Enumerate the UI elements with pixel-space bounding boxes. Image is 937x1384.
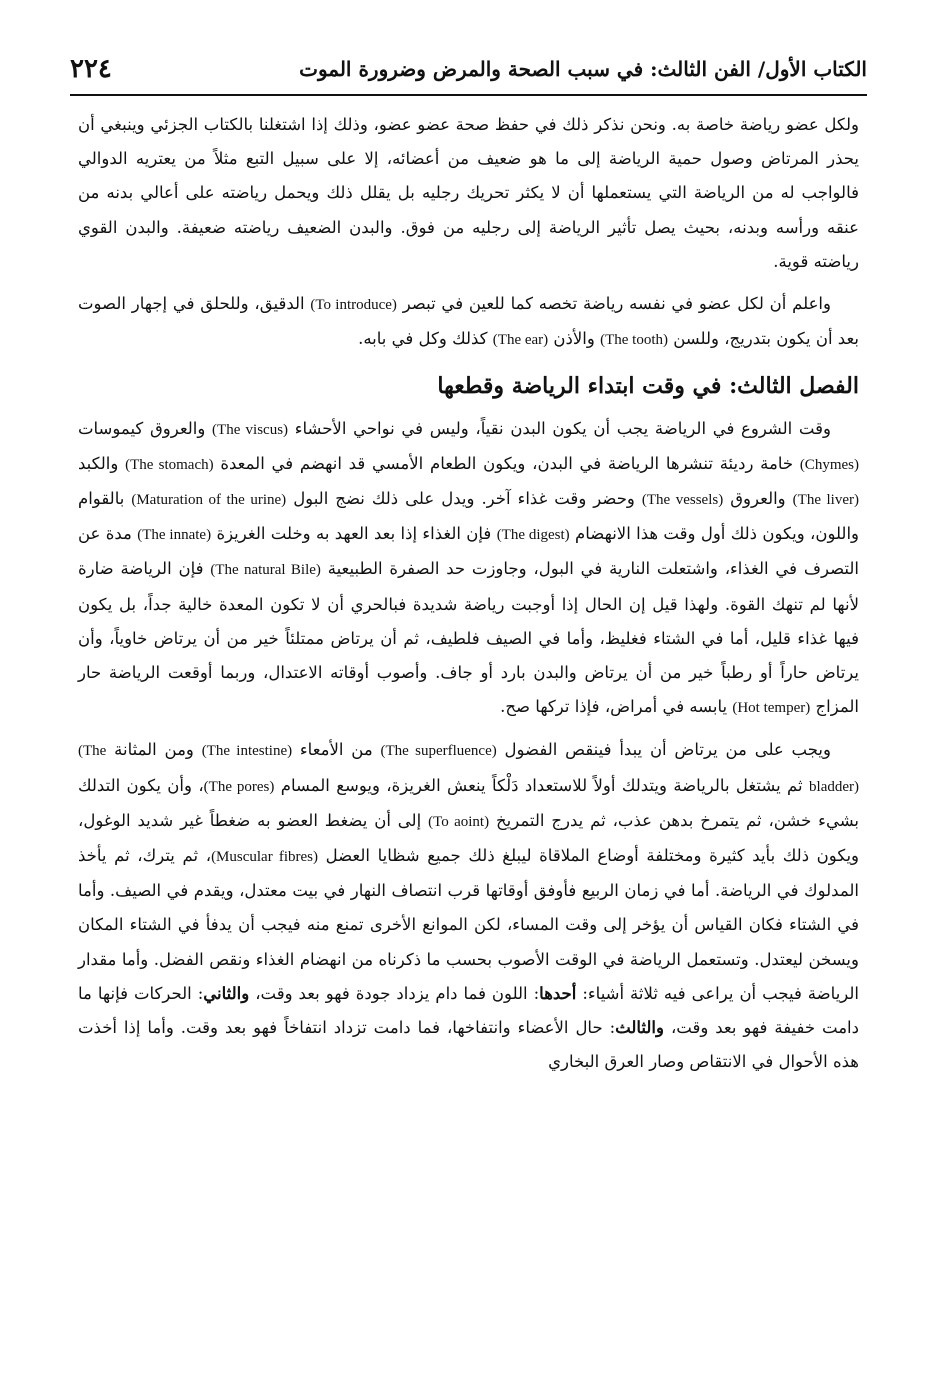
english-term: (The innate): [137, 527, 212, 544]
page-number: ٢٢٤: [70, 54, 112, 84]
english-term: (The natural Bile): [210, 562, 321, 579]
english-term: (Hot temper): [732, 700, 811, 717]
english-term: (The tooth): [600, 332, 668, 349]
running-title: الكتاب الأول/ الفن الثالث: في سبب الصحة والمرض وضرورة الموت: [299, 57, 867, 81]
english-term: (The bladder): [78, 743, 860, 795]
english-term: (To introduce): [310, 297, 397, 314]
english-term: (The intestine): [201, 743, 293, 760]
english-term: (The viscus): [212, 421, 289, 438]
english-term: (The pores): [203, 778, 275, 795]
english-term: (The vessels): [641, 492, 724, 509]
english-term: (Chymes): [799, 456, 859, 473]
section-title: الفصل الثالث: في وقت ابتداء الرياضة وقطعها: [437, 373, 859, 400]
body-text: [78, 108, 859, 1087]
paragraph-1: ولكل عضو رياضة خاصة به. ونحن نذكر ذلك في حفظ صحة عضو عضو، وذلك إذا اشتغلنا بالكتاب الجزئي وينبغي أن يحذر المرتاض وصول حمية الرياضة إلى ما هو ضعيف من أعضائه، إلا على سبيل التبع مثلاً من يعتريه الدوالي فالواجب له من الرياضة التي يستعملها أن لا يكثر تحريك رجليه بل يقلل ذلك ويحمل رياضته على أعالي بدنه من عنقه ورأسه وبدنه، بحيث يصل تأثير الرياضة إلى رجليه من فوق. والبدن الضعيف رياضته ضعيفة. والبدن القوي رياضته قوية.: [78, 115, 859, 271]
english-term: (Maturation of the urine): [131, 492, 287, 509]
english-term: (The superfluence): [380, 743, 497, 760]
english-term: (The ear): [492, 332, 549, 349]
english-term: (To aoint): [428, 813, 490, 830]
paragraph-4: ويجب على من يرتاض أن يبدأ فينقص الفضول (The superfluence) من الأمعاء (The intestine) ومن المثانة (The bladder) ثم يشتغل بالرياضة ويتدلك أولاً للاستعداد دَلْكاً ينعش الغريزة، ويوسع المسام (The pores)، وأن يكون التدلك بشيء خشن، ثم يتمرخ بدهن عذب، ثم يدرج التمريخ (To aoint) إلى أن يضغط العضو به ضغطاً غير شديد الوغول، ويكون ذلك بأيد كثيرة ومختلفة أوضاع الملاقاة ليبلغ ذلك جميع شظايا العضل (Muscular fibres)، ثم يترك، ثم يأخذ المدلوك في الرياضة. أما في زمان الربيع فأوفق أوقاتها قرب انتصاف النهار في بيت معتدل، ويقدم في الصيف. وأما في الشتاء فكان القياس أن يؤخر إلى وقت المساء، لكن الموانع الأخرى تمنع منه فيجب أن يدفأ في الشتاء المكان ويسخن ليعتدل. وتستعمل الرياضة في الوقت الأصوب بحسب ما ذكرناه من انهضام الغذاء ونقص الفضل. وأما مقدار الرياضة فيجب أن يراعى فيه ثلاثة أشياء: أحدها: اللون فما دام يزداد جودة فهو بعد وقت، والثاني: الحركات فإنها ما دامت خفيفة فهو بعد وقت، والثالث: حال الأعضاء وانتفاخها، فما دامت تزداد انتفاخاً فهو بعد وقت. وأما إذا أخذت هذه الأحوال في الانتقاص وصار العرق البخاري: [78, 740, 860, 1072]
bold-term: والثاني: [203, 983, 250, 1003]
english-term: (Muscular fibres): [211, 849, 318, 866]
bold-term: أحدها: [539, 983, 577, 1003]
paragraph-3: وقت الشروع في الرياضة يجب أن يكون البدن نقياً، وليس في نواحي الأحشاء (The viscus) والعروق كيموسات (Chymes) خامة رديئة تنشرها الرياضة في البدن، ويكون الطعام الأمسي قد انهضم في المعدة (The stomach) والكبد (The liver) والعروق (The vessels) وحضر وقت غذاء آخر. ويدل على ذلك نضج البول (Maturation of the urine) بالقوام واللون، ويكون ذلك أول وقت هذا الانهضام (The digest) فإن الغذاء إذا بعد العهد به وخلت الغريزة (The innate) مدة عن التصرف في الغذاء، واشتعلت النارية في البول، وجاوزت حد الصفرة الطبيعية (The natural Bile) فإن الرياضة ضارة لأنها لم تنهك القوة. ولهذا قيل إن الحال إذا أوجبت رياضة شديدة فبالحري أن لا تكون المعدة خالية جداً، بل يكون فيها غذاء قليل، أما في الشتاء فغليظ، وأما في الصيف فلطيف، ثم أن يرتاض ممتلئاً خير من أن يرتاض خاوياً، وأن يرتاض حاراً أو رطباً خير من أن يرتاض والبدن بارد أو جاف. وأصوب أوقاته الاعتدال، وربما أوقعت الرياضة حار المزاج (Hot temper) يابسه في أمراض، فإذا تركها صح.: [78, 418, 860, 717]
english-term: (The digest): [496, 527, 570, 544]
paragraph-2: واعلم أن لكل عضو في نفسه رياضة تخصه كما للعين في تبصر (To introduce) الدقيق، وللحلق في إجهار الصوت بعد أن يكون بتدريج، وللسن (The tooth) والأذن (The ear) كذلك وكل في بابه.: [78, 294, 859, 349]
bold-term: والثالث: [615, 1018, 664, 1038]
page-header: [70, 44, 867, 96]
english-term: (The liver): [792, 492, 859, 509]
english-term: (The stomach): [125, 456, 214, 473]
